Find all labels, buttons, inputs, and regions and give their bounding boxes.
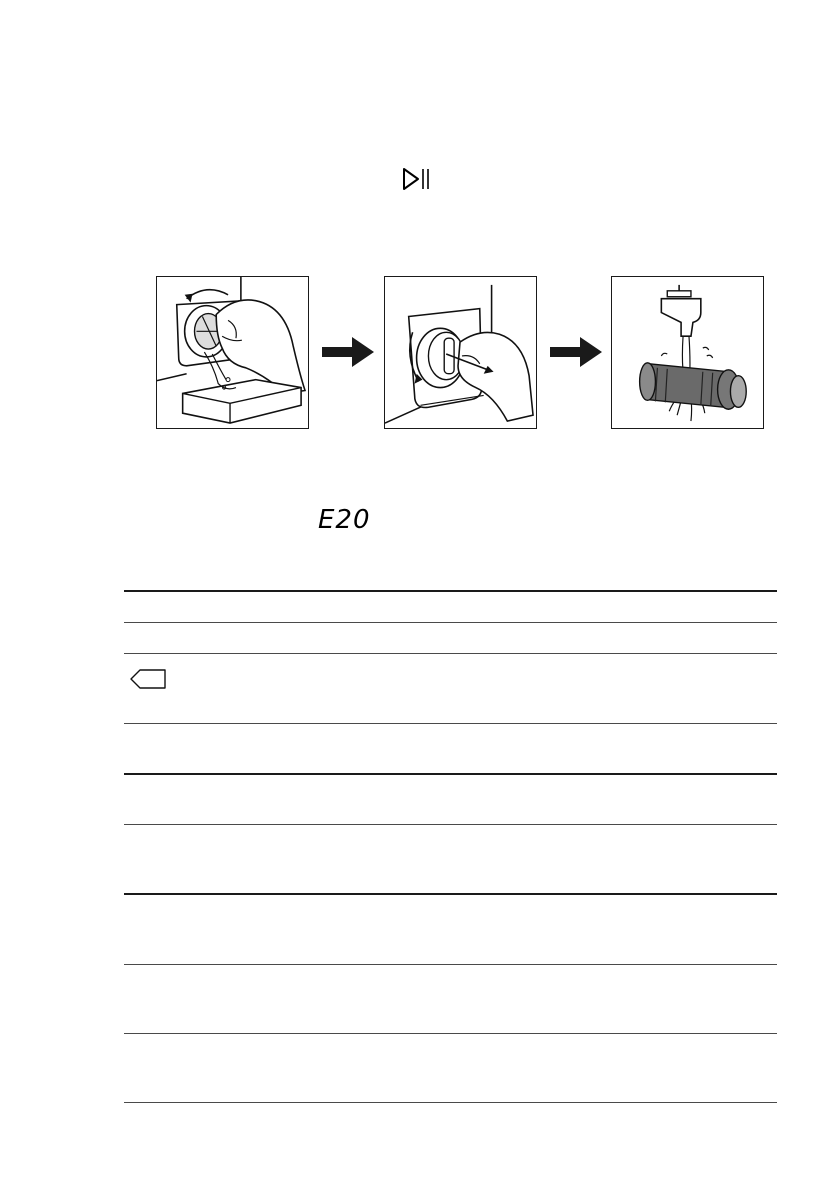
error-code-e20: E20 (318, 505, 371, 535)
play-pause-icon (401, 166, 433, 192)
illustration-step-3 (611, 276, 764, 429)
table-row-divider (124, 653, 777, 654)
table-section-rule (124, 773, 777, 775)
table-row-divider (124, 824, 777, 825)
table-row-divider (124, 1033, 777, 1034)
filter-pull-out-icon (385, 277, 536, 428)
filter-rinse-tap-icon (612, 277, 763, 428)
play-pause-symbol (401, 166, 433, 192)
illustration-step-1 (156, 276, 309, 429)
table-section-rule (124, 893, 777, 895)
table-row-divider (124, 622, 777, 623)
filter-cap-rotate-drain-icon (157, 277, 308, 428)
table-row-divider (124, 723, 777, 724)
right-arrow-icon (322, 337, 374, 367)
table-bottom-rule (124, 1102, 777, 1103)
table-row-divider (124, 964, 777, 965)
right-arrow-icon (550, 337, 602, 367)
label-tag-icon (130, 669, 166, 689)
table-top-rule (124, 590, 777, 592)
illustration-step-2 (384, 276, 537, 429)
